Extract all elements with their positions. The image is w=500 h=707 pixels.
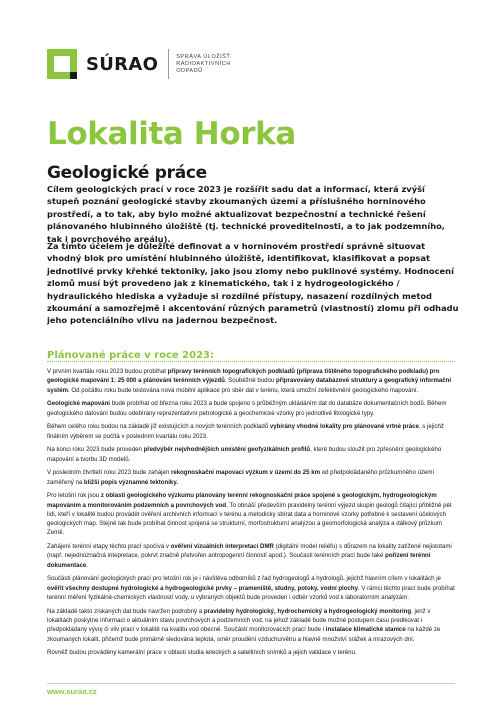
body-paragraph [47,367,457,395]
body-paragraph [47,607,457,644]
body-paragraph [47,574,457,602]
intro-paragraph-1: Cílem geologických prací v roce 2023 je rozšířit sadu dat a informací, která zvýší stupeň poznání geologické stavby zkoumaných území a příslušného horninového prostředí, a to tak, aby bylo možné aktualizovat bezpečnostní a technické řešení plánovaného hlubinného úložiště (tj. technické proveditelnosti, a to jak podzemního, tak i povrchového areálu). [47,184,445,244]
emphasis-text: připravovány databázové struktury a geografický informační systém [47,377,452,394]
body-text: Rovněž budou prováděny kamerální práce v oblasti studia leteckých a satelitních snímků a jejich validace v terénu. [47,649,357,657]
tagline-line-1: SPRÁVA ÚLOŽIŠŤ [176,53,231,60]
body-paragraph [47,422,457,441]
brand-tagline [176,54,231,75]
body-paragraph [47,468,457,487]
brand-name: SÚRAO [86,53,159,75]
body-text: , s jejichž finálním výběrem se počítá v posledním kvartálu roku 2023. [47,423,444,440]
brand-divider [168,49,169,79]
footer-divider [47,683,455,684]
footer-website-link[interactable]: www.surao.cz [47,687,97,696]
body-paragraph [47,491,457,537]
heading-divider [47,361,455,362]
body-text: (digitální model reliéfu) s důrazem na lokality zatížené nejistotami (např. nejednoznačná intepretace, pokrvt značně přetvořen antropogenní činností apod.). Současti terénních prací bude také [47,543,452,560]
tagline-line-3: ODPADŮ [176,67,203,74]
emphasis-text: ověřit všechny dostupné hydrologické a hydrogeologické prvky – prameniště, studny, potoky, vodní plochy [47,584,358,592]
body-text: bude probíhat od března roku 2023 a bude spojeno s průběžným ukládáním dat do databáze dokumentačních bodů. Během geologického datování budou odebírány reprezentativní petrologické a geochemické vzorky pro jednotlivé litologické typy. [47,400,447,417]
body-text: Pro letošní rok jsou [47,492,101,500]
body-text: Na základě takto získaných dat bude navržen podrobný a [47,607,204,615]
body-paragraph [47,445,457,464]
planned-work-heading: Plánované práce v roce 2023: [47,350,214,361]
body-text: Zahájení terénní etapy těchto prací spočívá v [47,543,171,551]
section-title: Geologické práce [47,163,207,183]
emphasis-text: přípravy terénních topografických podkladů (příprava tištěného topografického podkladu) pro geologické mapování 1: 25 000 a plánování terénních výjezdů [47,368,440,385]
intro-paragraph-2: Za tímto účelem je důležité definovat a v horninovém prostředí správně situovat vhodný blok pro umístění hlubinného úložiště, identifikovat, klasifikovat a popsat jednotlivé prvky křehké tektoniky, jako jsou zlomy nebo puklinové systémy. Hodnocení zlomů musí být provedeno jak z kinematického, tak i z hydrogeologického / hydraulického hlediska a vyžaduje si rozdílné přístupy, nasazení rozdílných metod zkoumání a samozřejmě i akcentování různých parametrů (vlastností) zlomu při odhadu jeho potenciálního vlivu na jadernou bezpečnost. [47,241,459,326]
body-text: , jenž v lokalitách poskytne informaci o aktuálním stavu povrchových a podzemních vod, na jehož základě bude možné postupem času predikovat i předpokládaný vývoj či vliv prací v lokalitě na kvalitu vod obecně. Součástí monitorovacích prací bude i [47,607,431,634]
body-text: . To obnáší především pravidelný terénní výjezd skupin geologů čítající přibližně pět lidí, kteří v lokalitě budou provádět ověření archivních informací v terénu a metodicky sbírat data a horninové vzorky potřebné k sestavení účelových geologických map. Stejně tak bude probíhat činnost spojená se strukturní, morfostrukturní analýzou a geomorfologická analýza a dálkový průzkum Země. [47,501,452,537]
emphasis-text: předvýběr nejvhodnějších umístění geofyzikálních profilů [143,446,311,454]
body-text: od předpokládaného průzkumného území zaměřený na [47,469,435,486]
emphasis-text: ověření vizuálních interpretací DMR [170,543,274,551]
body-text: V prvním kvartálu roku 2023 budou probíhat [47,368,168,375]
body-text: . V rámci těchto prací bude probíhat terénní měření fyzikálně-chemických vlastností vody, u vybraných objektů bude proveden i odběr vzorků vod k laboratorním analýzám. [47,584,455,601]
surao-logo-icon[interactable] [47,49,77,79]
body-paragraph [47,648,457,657]
body-text: na každé ze zkoumaných lokalit, přičemž bude primárně sledována teplota, směr proudění vzduchu/větru a hlavně množství srážek a mrazových dní. [47,626,441,643]
header [47,44,231,84]
body-text: . Od počátku roku bude testována nová mobilní aplikace pro sběr dat v terénu, která umožní zefektivnění geologického mapování. [68,386,419,394]
body-text: Během celého roku budou na základě již existujících a nových terénních podkladů [47,423,270,431]
emphasis-text: Geologické mapování [47,400,110,408]
emphasis-text: rekognoskační mapovací výzkum v území do 25 km [170,469,321,477]
tagline-line-2: RADIOAKTIVNÍCH [176,60,231,67]
emphasis-text: z oblasti geologického výzkumu plánovány terénní rekognoskační práce spojené s geologickým, hydrogeologickým mapováním a monitorováním podzemních a povrchových vod [47,492,437,509]
emphasis-text: instalace klimatické stanice [325,626,406,634]
body-text: Na konci roku 2023 bude proveden [47,446,144,454]
body-paragraph [47,542,457,570]
emphasis-text: pravidelný hydrologický, hydrochemický a hydrogeologický monitoring [203,607,412,615]
planned-work-body [47,367,457,662]
body-text: Součástí plánování geologických prací pro letošní rok je i návštěva odborníků z řad hydrogeologů a hydrologů, jejichž hlavním cílem v lokalitách je [47,575,441,583]
body-paragraph [47,399,457,418]
body-text: , které budou sloužit pro zpřesnění geologického mapování a tvorbu 3D modelů. [47,446,442,463]
emphasis-text: pořízení terénní dokumentace [47,552,431,569]
body-text: . Souběžně budou [224,377,276,385]
emphasis-text: bližší popis významné tektoniky. [83,478,178,486]
body-text: V posledním čtvrtletí roku 2023 bude zahájen [47,469,171,477]
body-text: . [86,561,88,569]
page-title: Lokalita Horka [47,116,296,152]
emphasis-text: vybírány vhodné lokality pro plánované vrtné práce [269,423,419,431]
